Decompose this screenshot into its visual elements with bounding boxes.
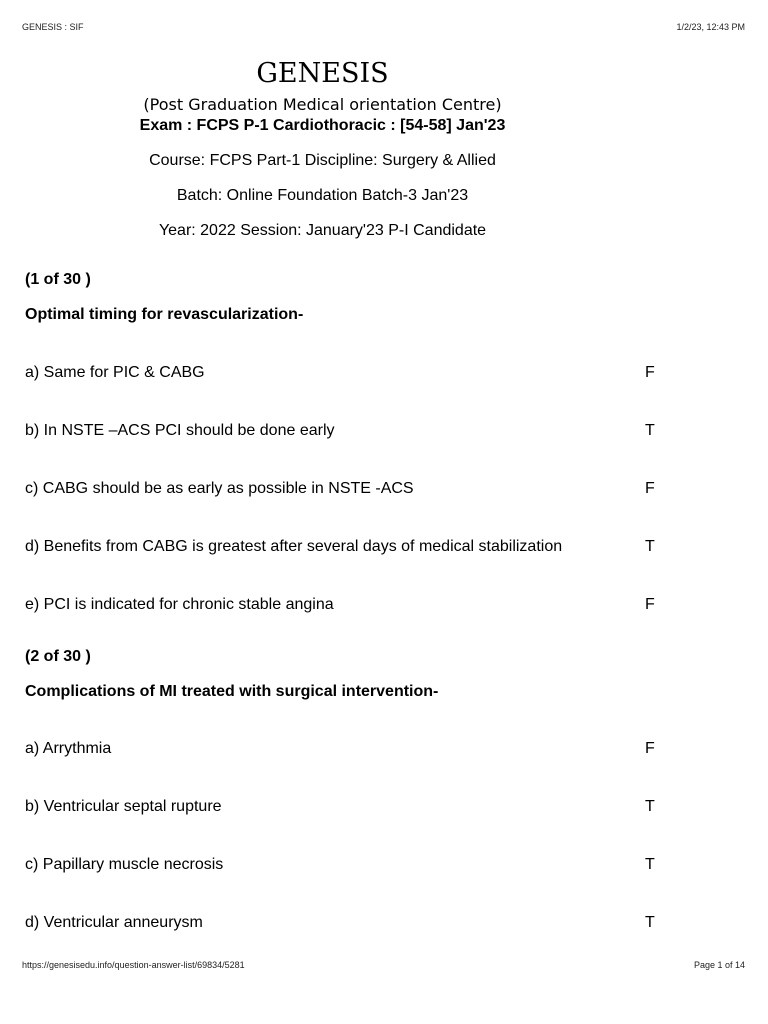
option-text: a) Same for PIC & CABG — [25, 364, 205, 381]
option-answer: F — [645, 364, 655, 381]
option-answer: T — [645, 538, 655, 555]
option-text: c) Papillary muscle necrosis — [25, 856, 224, 873]
print-footer-url: https://genesisedu.info/question-answer-list/69834/5281 — [22, 960, 245, 970]
print-header-site: GENESIS : SIF — [22, 22, 84, 32]
print-footer-page-number: Page 1 of 14 — [693, 960, 745, 970]
course-info: Course: FCPS Part-1 Discipline: Surgery & Allied — [149, 152, 496, 169]
option-text: b) In NSTE –ACS PCI should be done early — [25, 422, 335, 439]
option-text: c) CABG should be as early as possible in NSTE -ACS — [25, 480, 414, 497]
option-text: b) Ventricular septal rupture — [25, 798, 222, 815]
option-answer: T — [645, 798, 655, 815]
batch-info: Batch: Online Foundation Batch-3 Jan'23 — [176, 187, 469, 204]
option-answer: T — [645, 914, 655, 931]
document-title: GENESIS — [256, 58, 389, 89]
option-text: d) Benefits from CABG is greatest after several days of medical stabilization — [25, 538, 563, 555]
year-session-info: Year: 2022 Session: January'23 P-I Candidate — [158, 222, 487, 239]
option-answer: F — [645, 596, 655, 613]
question-number: (1 of 30 ) — [25, 271, 91, 288]
document-subtitle: (Post Graduation Medical orientation Centre) — [143, 95, 502, 114]
option-answer: F — [645, 480, 655, 497]
option-text: d) Ventricular anneurysm — [25, 914, 203, 931]
option-answer: T — [645, 856, 655, 873]
question-text: Optimal timing for revascularization- — [25, 306, 304, 323]
question-text: Complications of MI treated with surgical intervention- — [25, 683, 439, 700]
option-text: a) Arrythmia — [25, 740, 112, 757]
exam-title: Exam : FCPS P-1 Cardiothoracic : [54-58] Jan'23 — [139, 117, 506, 134]
option-answer: F — [645, 740, 655, 757]
option-text: e) PCI is indicated for chronic stable angina — [25, 596, 334, 613]
print-header-datetime: 1/2/23, 12:43 PM — [676, 22, 745, 32]
option-answer: T — [645, 422, 655, 439]
question-number: (2 of 30 ) — [25, 648, 91, 665]
